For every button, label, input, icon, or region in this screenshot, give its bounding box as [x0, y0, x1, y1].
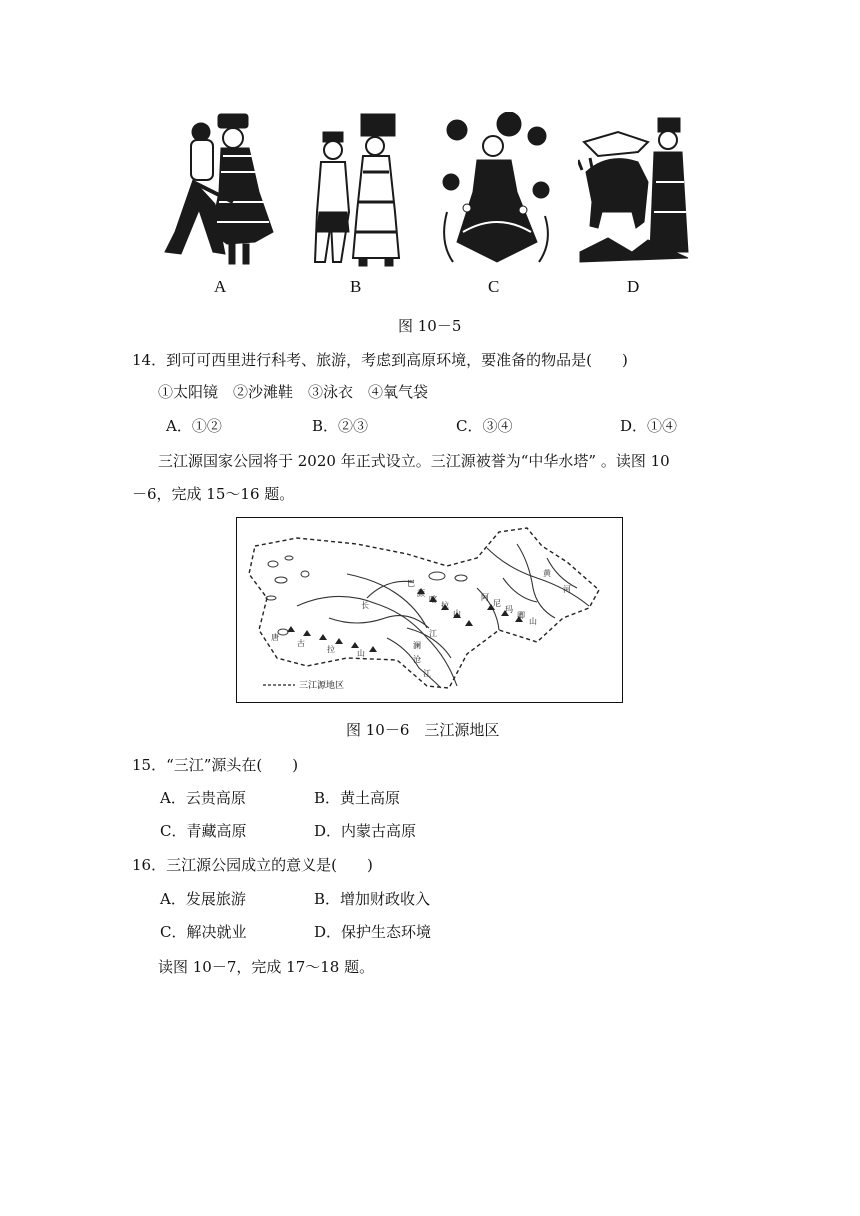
- map-label-lan: 澜: [413, 641, 421, 650]
- map-legend-text: 三江源地区: [299, 681, 345, 691]
- map-label-chang: 长: [361, 601, 369, 610]
- question-16-option-a: A．发展旅游: [160, 890, 246, 908]
- map-label-jiang-1: 江: [429, 629, 437, 638]
- question-15-option-b: B．黄土高原: [314, 789, 401, 807]
- map-label-ka: 喀: [429, 595, 437, 604]
- question-15-stem: 15．“三江”源头在( ): [132, 756, 299, 774]
- intro-15-16-line-1: 三江源国家公园将于 2020 年正式设立。三江源被誉为“中华水塔” 。读图 10: [158, 452, 670, 470]
- question-14-option-b: B．②③: [312, 417, 369, 435]
- question-14-items: ①太阳镜 ②沙滩鞋 ③泳衣 ④氧气袋: [158, 383, 429, 401]
- figure-label-a: A: [214, 277, 227, 296]
- map-label-shan-1: 山: [453, 609, 461, 618]
- sanjiangyuan-map: [236, 517, 623, 703]
- map-label-a: 阿: [481, 593, 489, 602]
- paper-cut-figure-a: [163, 112, 278, 268]
- paper-cut-figure-b: [303, 112, 403, 268]
- question-14-option-a: A．①②: [166, 417, 222, 435]
- map-label-gu: 古: [297, 639, 305, 648]
- question-15-option-d: D．内蒙古高原: [314, 822, 417, 840]
- map-label-ba: 巴: [407, 579, 415, 588]
- map-label-qing: 卿: [517, 611, 525, 620]
- question-16-option-c: C．解决就业: [160, 923, 247, 941]
- map-label-shan-2: 山: [357, 649, 365, 658]
- question-16-stem: 16．三江源公园成立的意义是( ): [132, 856, 373, 874]
- question-15-option-c: C．青藏高原: [160, 822, 247, 840]
- region-boundary: [249, 528, 599, 688]
- figure-label-d: D: [627, 277, 640, 296]
- paper-cut-figure-d: [578, 112, 690, 268]
- intro-15-16-line-2: －6，完成 15～16 题。: [132, 485, 295, 503]
- map-label-yan: 颜: [417, 589, 425, 598]
- question-16-option-b: B．增加财政收入: [314, 890, 431, 908]
- map-label-ni: 尼: [493, 599, 501, 608]
- map-label-tang: 唐: [271, 633, 279, 642]
- map-label-shan-3: 山: [529, 617, 537, 626]
- map-label-cang: 沧: [413, 655, 421, 664]
- map-label-huang: 黄: [543, 569, 551, 578]
- map-label-la: 拉: [441, 601, 449, 610]
- map-label-he: 河: [563, 585, 571, 594]
- figure-label-b: B: [350, 277, 362, 296]
- question-14-stem: 14．到可可西里进行科考、旅游，考虑到高原环境，要准备的物品是( ): [132, 351, 628, 369]
- intro-17-18: 读图 10－7，完成 17～18 题。: [158, 958, 375, 976]
- figure-caption-10-5: 图 10－5: [398, 317, 462, 335]
- question-14-option-d: D．①④: [620, 417, 678, 435]
- figure-caption-10-6: 图 10－6 三江源地区: [346, 721, 500, 739]
- figure-label-c: C: [488, 277, 500, 296]
- paper-cut-figure-c: [437, 112, 554, 268]
- question-15-option-a: A．云贵高原: [160, 789, 246, 807]
- map-label-la-2: 拉: [327, 645, 335, 654]
- map-label-jiang-2: 江: [423, 669, 431, 678]
- question-16-option-d: D．保护生态环境: [314, 923, 432, 941]
- question-14-option-c: C．③④: [456, 417, 513, 435]
- map-label-ma: 玛: [505, 605, 513, 614]
